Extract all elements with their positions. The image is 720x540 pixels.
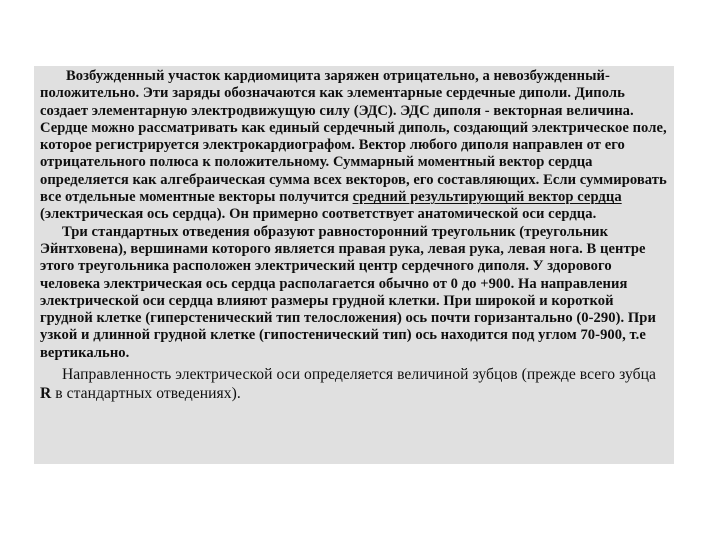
paragraph-einthoven: Три стандартных отведения образуют равносторонний треугольник (треугольник Эйнтховена), вершинами которого является правая рука, левая рука, левая нога. В центре этого треугольника расположен электрический центр сердечного диполя. У здорового человека электрическая ось сердца располагается обычно от 0 до +900. На направления электрической оси сердца влияют размеры грудной клетки. При широкой и короткой грудной клетке (гиперстенический тип телосложения) ось почти горизантально (0-290). При узкой и длинной грудной клетке (гипостенический тип) ось находится под углом 70-900, т.е вертикально. (40, 223, 656, 361)
paragraph-dipoles-ending: (электрическая ось сердца). Он примерно соответствует анатомической оси сердца. (40, 206, 597, 223)
text-box (34, 66, 674, 464)
paragraph-dipoles-text: Возбужденный участок кардиомицита заряжен отрицательно, а невозбужденный- положительно. Эти заряды обозначаются как элементарные сердечные диполи. Диполь создает элементарную электродвижущую силу (ЭДС). ЭДС диполя - векторная величина. Сердце можно рассматривать как единый сердечный диполь, создающий электрическое поле, которое регистрируется электрокардиографом. Вектор любого диполя направлен от его отрицательного полюса к положительному. Суммарный моментный вектор сердца определяется как алгебраическая сумма всех векторов, его составляющих. Если суммировать все отдельные моментные векторы получится (40, 68, 667, 206)
paragraph-axis-direction (40, 365, 668, 403)
paragraph-axis-direction-ending: в стандартных отведениях). (51, 385, 241, 403)
paragraph-axis-direction-text: Направленность электрической оси определяется величиной зубцов (прежде всего зубца (62, 366, 656, 384)
underlined-term: средний результирующий вектор сердца (352, 189, 622, 206)
paragraph-dipoles (40, 68, 668, 224)
wave-letter: R (40, 385, 52, 403)
